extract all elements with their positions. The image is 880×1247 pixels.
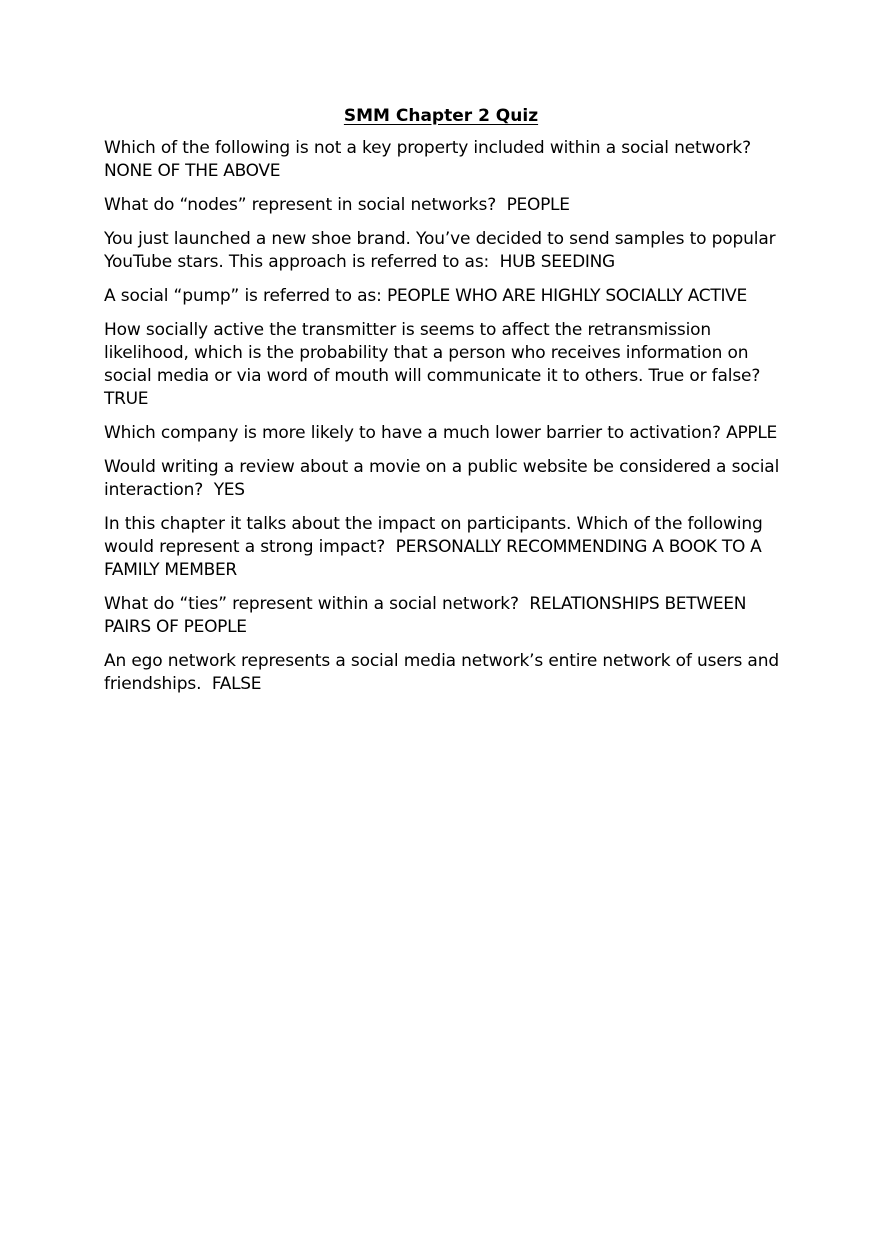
quiz-item-7: [104, 456, 794, 502]
question-text: Which of the following is not a key property included within a social network?: [104, 138, 751, 158]
quiz-list: [104, 137, 794, 707]
quiz-item-5: [104, 319, 794, 411]
answer-text: TRUE: [104, 389, 149, 409]
quiz-item-3: [104, 228, 794, 274]
quiz-item-8: [104, 513, 794, 582]
answer-text: YES: [213, 480, 245, 500]
quiz-item-9: [104, 593, 794, 639]
question-text: What do “ties” represent within a social network?: [104, 594, 519, 614]
question-text: A social “pump” is referred to as:: [104, 286, 382, 306]
answer-text: RELATIONSHIPS BETWEEN PAIRS OF PEOPLE: [104, 594, 747, 637]
answer-text: PEOPLE WHO ARE HIGHLY SOCIALLY ACTIVE: [386, 286, 747, 306]
question-text: How socially active the transmitter is seems to affect the retransmission likelihood, which is the probability that a person who receives information on social media or via word of mouth will communicate it to others. True or false?: [104, 320, 761, 386]
quiz-item-6: [104, 422, 794, 445]
question-text: Which company is more likely to have a much lower barrier to activation?: [104, 423, 721, 443]
question-text: Would writing a review about a movie on a public website be considered a social interaction?: [104, 457, 780, 500]
answer-text: APPLE: [726, 423, 777, 443]
document-title: SMM Chapter 2 Quiz: [343, 106, 539, 126]
question-text: What do “nodes” represent in social networks?: [104, 195, 497, 215]
answer-text: NONE OF THE ABOVE: [104, 161, 281, 181]
answer-text: HUB SEEDING: [499, 252, 615, 272]
quiz-item-1: [104, 137, 794, 183]
answer-text: FALSE: [211, 674, 262, 694]
question-text: An ego network represents a social media network’s entire network of users and friendships.: [104, 651, 779, 694]
quiz-item-4: [104, 285, 794, 308]
question-text: In this chapter it talks about the impact on participants. Which of the following would represent a strong impact?: [104, 514, 763, 557]
quiz-item-10: [104, 650, 794, 696]
quiz-item-2: [104, 194, 794, 217]
question-text: You just launched a new shoe brand. You’ve decided to send samples to popular YouTube stars. This approach is referred to as:: [104, 229, 776, 272]
answer-text: PERSONALLY RECOMMENDING A BOOK TO A FAMILY MEMBER: [104, 537, 762, 580]
answer-text: PEOPLE: [506, 195, 570, 215]
